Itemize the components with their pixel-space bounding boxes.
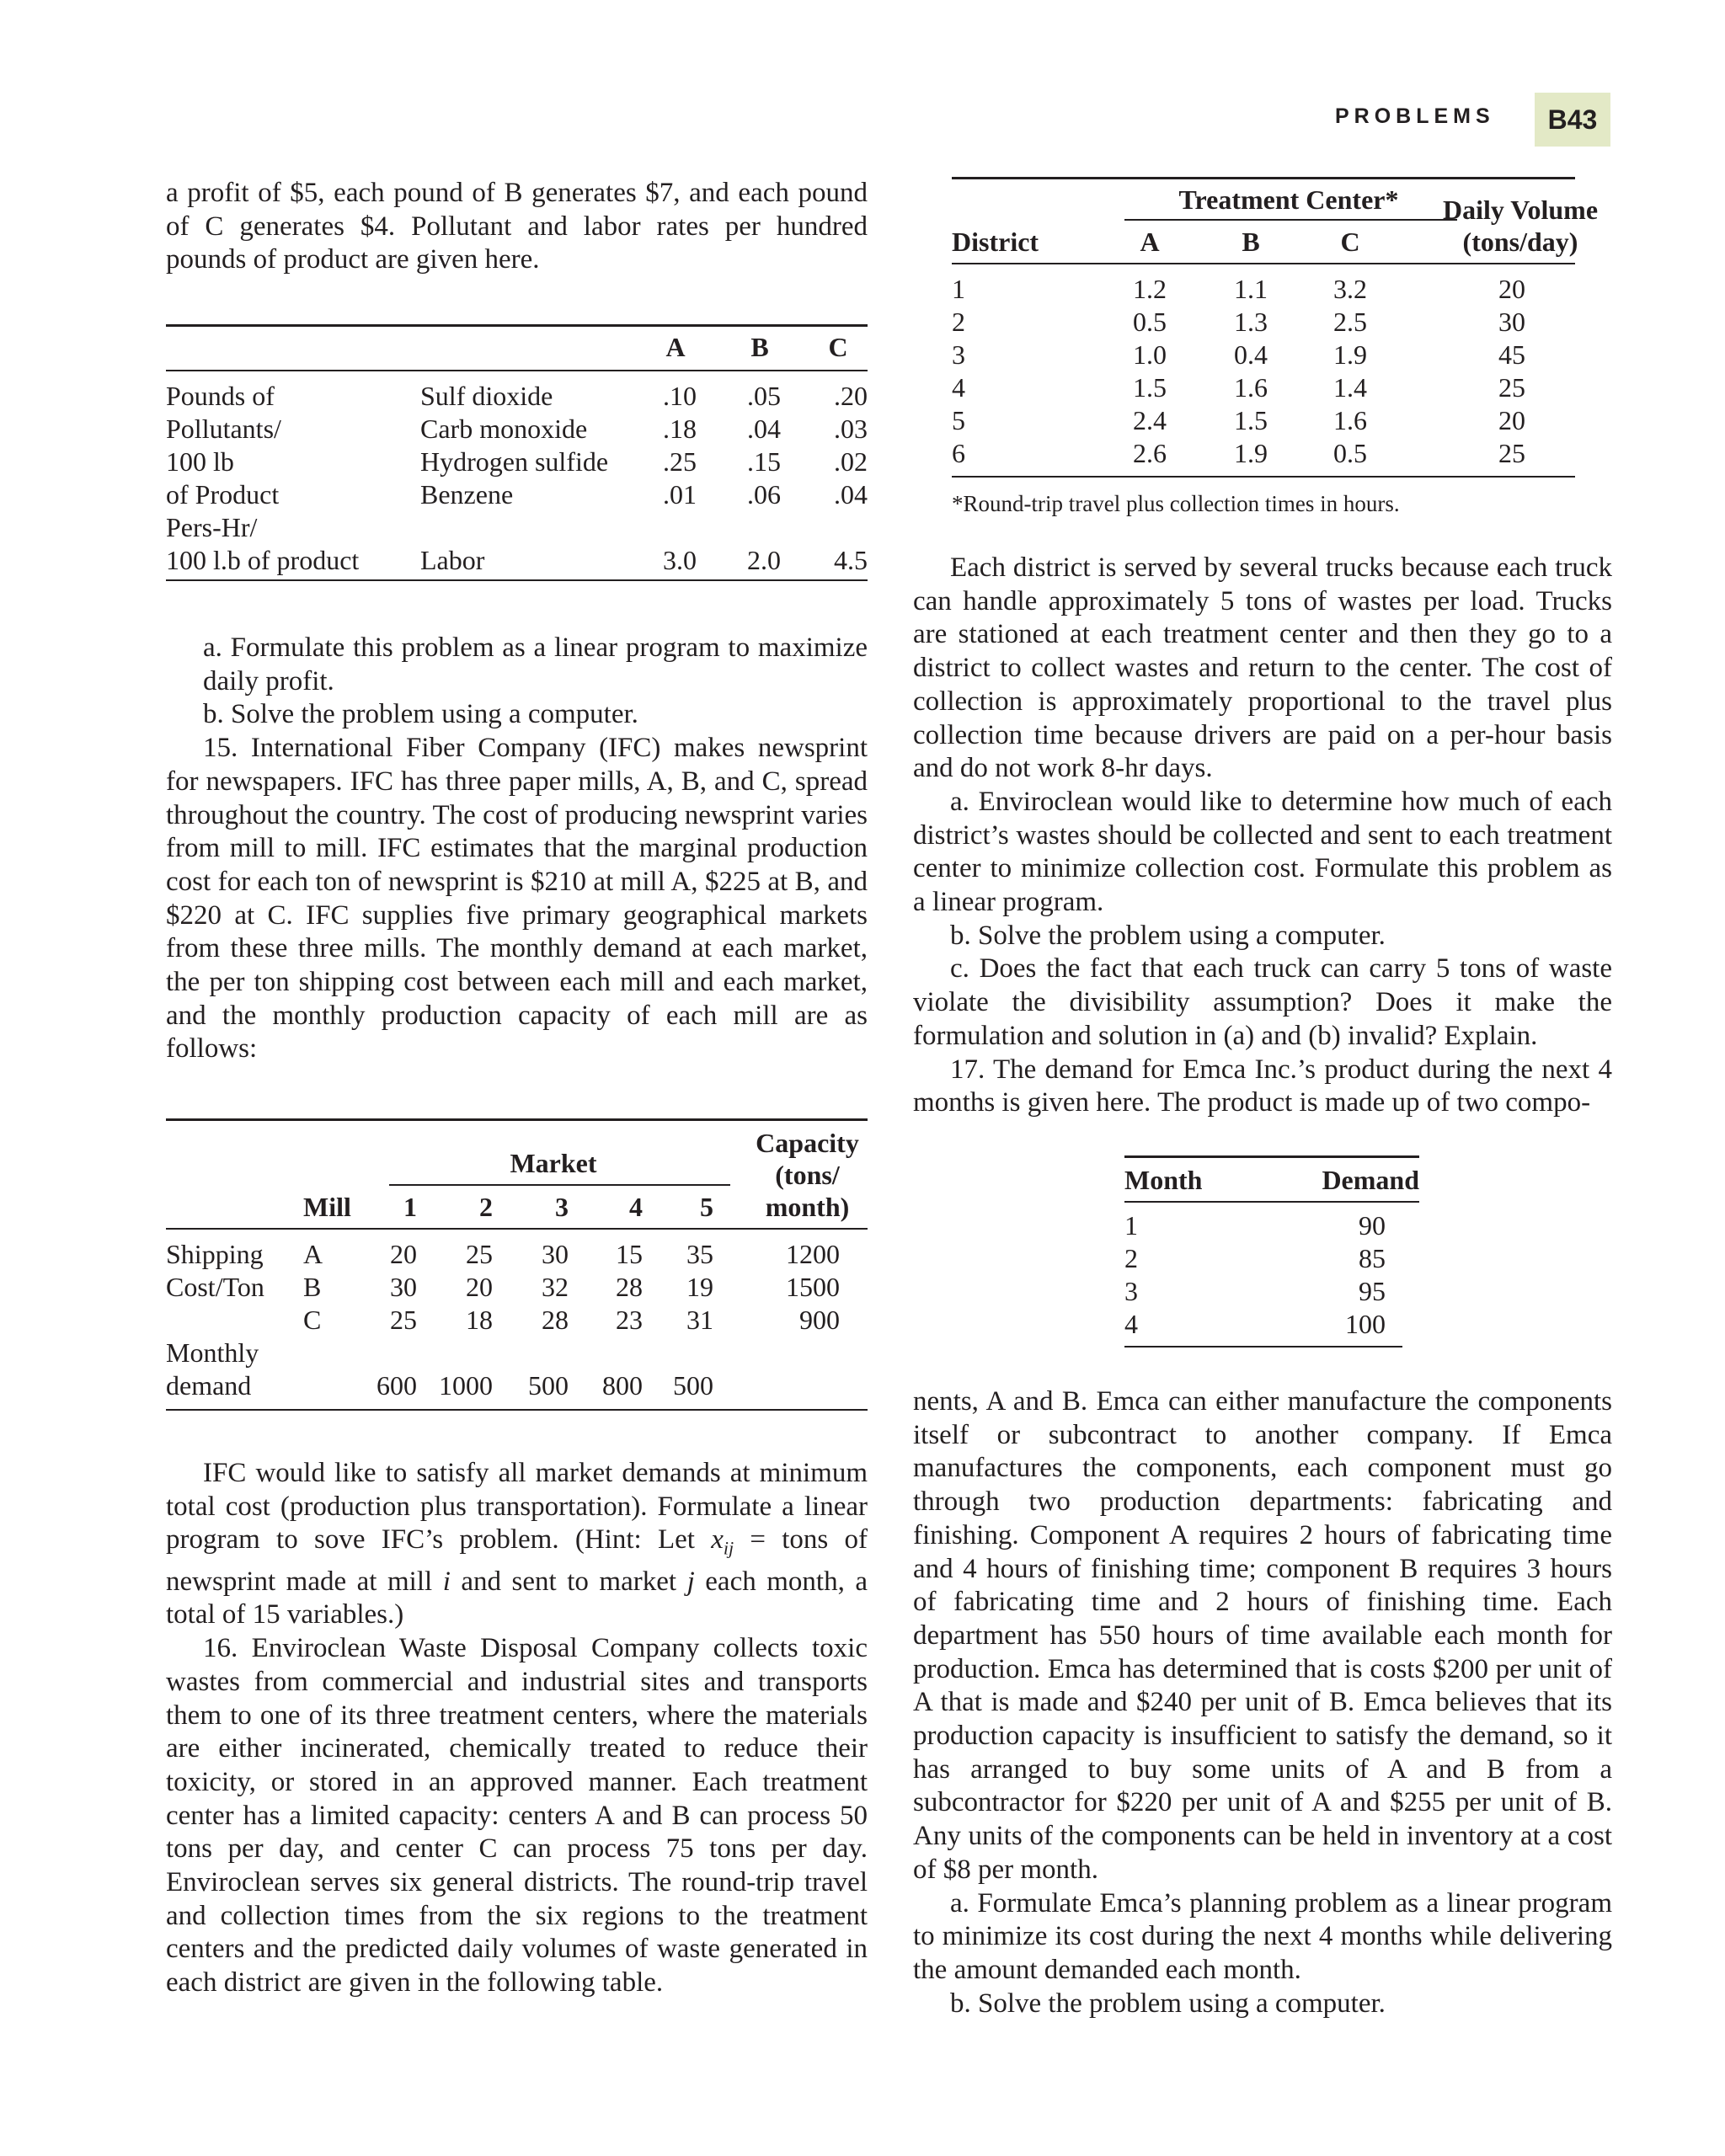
table-row-label: Labor <box>420 545 485 575</box>
district-cell: 1 <box>952 274 965 304</box>
table-cell: 1.6 <box>1333 405 1367 435</box>
district-cell: 3 <box>952 339 965 370</box>
volume-cell: 25 <box>1498 438 1525 468</box>
item-a: a. Formulate this problem as a linear program to maximize daily profit. <box>203 632 868 696</box>
row-group-label: of Product <box>166 479 280 510</box>
row-group-label: Cost/Ton <box>166 1272 264 1302</box>
table-row-label: Benzene <box>420 479 514 510</box>
capacity-cell: 1500 <box>786 1272 840 1302</box>
table-cell: 28 <box>616 1272 643 1302</box>
demand-cell: 90 <box>1359 1210 1386 1241</box>
demand-cell: 100 <box>1345 1309 1386 1339</box>
problem-15-text: 15. International Fiber Company (IFC) makes newsprint for newspapers. IFC has three paper mills, A, B, and C, spread throughout the country. The cost of producing newsprint varies from mill to mill. IFC estimates that the marginal production cost for each ton of newsprint is $210 at mill A, $225 at B, and $220 at C. IFC supplies five primary geographical markets from these three mills. The monthly demand at each market, the per ton shipping cost between each mill and each market, and the monthly production capacity of each mill are as follows: <box>166 733 868 1065</box>
problem-17-text: 17. The demand for Emca Inc.’s product during the next 4 months is given here. The product is made up of two compo- <box>913 1054 1612 1118</box>
volume-header: (tons/day) <box>1462 227 1578 257</box>
problem-17-block <box>913 1385 1612 2020</box>
table-cell: 30 <box>542 1239 569 1269</box>
capacity-header: (tons/ <box>775 1160 840 1190</box>
volume-header: Daily Volume <box>1442 195 1599 225</box>
intro-text: a profit of $5, each pound of B generates $7, and each pound of C generates $4. Pollutant and labor rates per hundred pounds of product are given here. <box>166 178 868 275</box>
row-group-label: demand <box>166 1370 252 1401</box>
center-column-header: C <box>1340 227 1360 257</box>
table-cell: 20 <box>390 1239 417 1269</box>
capacity-header: Capacity <box>756 1128 859 1158</box>
table-cell: 2.0 <box>747 545 781 575</box>
variable-i: i <box>442 1566 451 1597</box>
demand-cell: 1000 <box>439 1370 493 1401</box>
hint-text: = tons of newsprint made at mill <box>166 1524 868 1597</box>
capacity-header: month) <box>765 1192 850 1222</box>
row-group-label: 100 lb <box>166 446 234 477</box>
table-footnote: *Round-trip travel plus collection times in hours. <box>952 491 1400 516</box>
table-cell: .01 <box>663 479 697 510</box>
table-cell: .05 <box>747 381 781 411</box>
table-cell: 1.6 <box>1234 372 1268 403</box>
hint-text: and sent to market <box>450 1566 687 1597</box>
mill-label: C <box>303 1305 322 1335</box>
table-cell: 18 <box>466 1305 493 1335</box>
problem-16-block <box>166 1457 868 2000</box>
table-cell: .10 <box>663 381 697 411</box>
table-cell: .02 <box>834 446 868 477</box>
capacity-cell: 900 <box>799 1305 840 1335</box>
table-rule <box>166 1118 868 1121</box>
market-header: Market <box>510 1148 597 1178</box>
treatment-header: Treatment Center* <box>1178 184 1399 215</box>
table-rule <box>166 324 868 327</box>
volume-cell: 25 <box>1498 372 1525 403</box>
table-cell: 19 <box>686 1272 713 1302</box>
month-header: Month <box>1124 1165 1203 1195</box>
table-cell: 2.4 <box>1133 405 1167 435</box>
demand-cell: 95 <box>1359 1276 1386 1306</box>
problem-15-block <box>166 632 868 1066</box>
intro-paragraph <box>166 177 868 277</box>
table-rule <box>1124 1346 1402 1348</box>
table-cell: 1.4 <box>1333 372 1367 403</box>
problem-15-hint <box>166 1457 868 1632</box>
hint-text: each month, a total of 15 variables.) <box>166 1566 868 1630</box>
column-header: C <box>828 332 848 362</box>
mill-header: Mill <box>303 1192 351 1222</box>
table-cell: 30 <box>390 1272 417 1302</box>
table-cell: 3.2 <box>1333 274 1367 304</box>
table-cell: 0.5 <box>1333 438 1367 468</box>
table-cell: 31 <box>686 1305 713 1335</box>
hint-text: IFC would like to satisfy all market demands at minimum total cost (production plus transportation). Formulate a linear program to sove IFC’s problem. (Hint: Let <box>166 1458 868 1556</box>
pollutant-table <box>166 324 868 585</box>
item-b: b. Solve the problem using a computer. <box>950 920 1386 951</box>
center-column-header: A <box>1140 227 1160 257</box>
table-rule <box>952 177 1575 179</box>
table-cell: 0.4 <box>1234 339 1268 370</box>
variable-j: j <box>686 1566 695 1597</box>
table-rule <box>1124 1201 1419 1203</box>
demand-cell: 800 <box>602 1370 643 1401</box>
table-cell: 20 <box>466 1272 493 1302</box>
table-rule <box>166 1228 868 1230</box>
problem-16-text-cont: Each district is served by several trucks because each truck can handle approximately 5 tons of wastes per load. Trucks are stationed at each treatment center and then they go to a district to collect wastes and return to the center. The cost of collection is approximately proportional to the travel plus collection time because drivers are paid on a per-hour basis and do not work 8-hr days. <box>913 552 1612 784</box>
table-cell: 1.5 <box>1133 372 1167 403</box>
volume-cell: 20 <box>1498 274 1525 304</box>
table-rule <box>952 263 1575 264</box>
month-cell: 4 <box>1124 1309 1138 1339</box>
table-cell: .20 <box>834 381 868 411</box>
volume-cell: 45 <box>1498 339 1525 370</box>
mill-label: B <box>303 1272 322 1302</box>
district-header: District <box>952 227 1039 257</box>
table-cell: .03 <box>834 414 868 444</box>
item-c: c. Does the fact that each truck can carry 5 tons of waste violate the divisibility assumption? Does it make the formulation and solution in (a) and (b) invalid? Explain. <box>913 953 1612 1051</box>
page-number: B43 <box>1535 93 1610 147</box>
month-cell: 2 <box>1124 1243 1138 1273</box>
problem-16-text: 16. Enviroclean Waste Disposal Company collects toxic wastes from commercial and industrial sites and transports them to one of its three treatment centers, where the materials are either incinerated, chemically treated to reduce their toxicity, or stored in an approved manner. Each treatment center has a limited capacity: centers A and B can process 50 tons per day, and center C can process 75 tons per day. Enviroclean serves six general districts. The round-trip travel and collection times from the six regions to the treatment centers and the predicted daily volumes of waste generated in each district are given in the following table. <box>166 1633 868 1999</box>
demand-cell: 600 <box>377 1370 417 1401</box>
table-cell: .06 <box>747 479 781 510</box>
row-group-label: 100 l.b of product <box>166 545 360 575</box>
volume-cell: 20 <box>1498 405 1525 435</box>
table-cell: 1.2 <box>1133 274 1167 304</box>
market-column-header: 3 <box>555 1192 569 1222</box>
table-cell: 1.9 <box>1234 438 1268 468</box>
item-a: a. Formulate Emca’s planning problem as a linear program to minimize its cost during the next 4 months while delivering the amount demanded each month. <box>913 1887 1612 1985</box>
variable-x: x <box>711 1524 724 1556</box>
table-row-label: Carb monoxide <box>420 414 588 444</box>
demand-cell: 85 <box>1359 1243 1386 1273</box>
center-column-header: B <box>1242 227 1260 257</box>
table-cell: 3.0 <box>663 545 697 575</box>
table-cell: 25 <box>466 1239 493 1269</box>
treatment-table <box>952 177 1599 514</box>
table-cell: .18 <box>663 414 697 444</box>
table-rule <box>166 370 868 371</box>
demand-header: Demand <box>1322 1165 1419 1195</box>
market-column-header: 2 <box>479 1192 493 1222</box>
market-column-header: 5 <box>700 1192 713 1222</box>
table-row-label: Hydrogen sulfide <box>420 446 609 477</box>
market-column-header: 1 <box>403 1192 417 1222</box>
month-cell: 1 <box>1124 1210 1138 1241</box>
month-cell: 3 <box>1124 1276 1138 1306</box>
table-row-label: Sulf dioxide <box>420 381 553 411</box>
table-cell: 2.5 <box>1333 307 1367 337</box>
table-cell: 2.6 <box>1133 438 1167 468</box>
mill-label: A <box>303 1239 323 1269</box>
table-cell: 28 <box>542 1305 569 1335</box>
table-rule <box>952 476 1575 478</box>
table-cell: 0.5 <box>1133 307 1167 337</box>
demand-cell: 500 <box>528 1370 569 1401</box>
table-rule <box>1124 1155 1419 1158</box>
table-cell: 1.0 <box>1133 339 1167 370</box>
problem-17-text-cont: nents, A and B. Emca can either manufacture the components itself or subcontract to another company. If Emca manufactures the components, each component must go through two production departments: fabricating and finishing. Component A requires 2 hours of fabricating time and 4 hours of finishing time; component B requires 3 hours of fabricating time and 2 hours of finishing time. Each department has 550 hours of time available each month for production. Emca has determined that is costs $200 per unit of A that is made and $240 per unit of B. Emca believes that its production capacity is insufficient to satisfy the demand, so it has arranged to buy some units of A and B from a subcontractor for $220 per unit of A and $255 per unit of B. Any units of the components can be held in inventory at a cost of $8 per month. <box>913 1386 1612 1885</box>
table-rule <box>166 579 868 581</box>
shipping-table <box>166 1118 868 1422</box>
table-cell: 4.5 <box>834 545 868 575</box>
demand-cell: 500 <box>673 1370 713 1401</box>
table-cell: 1.5 <box>1234 405 1268 435</box>
table-rule <box>389 1184 730 1186</box>
running-header: PROBLEMS <box>1335 104 1495 128</box>
table-cell: 1.1 <box>1234 274 1268 304</box>
table-cell: 1.9 <box>1333 339 1367 370</box>
item-b: b. Solve the problem using a computer. <box>950 1988 1386 2019</box>
table-cell: .25 <box>663 446 697 477</box>
row-group-label: Pounds of <box>166 381 275 411</box>
district-cell: 2 <box>952 307 965 337</box>
table-rule <box>166 1409 868 1411</box>
demand-table <box>1124 1155 1419 1349</box>
volume-cell: 30 <box>1498 307 1525 337</box>
table-cell: 35 <box>686 1239 713 1269</box>
district-cell: 4 <box>952 372 965 403</box>
table-cell: .04 <box>747 414 781 444</box>
column-header: A <box>665 332 686 362</box>
table-cell: .15 <box>747 446 781 477</box>
district-cell: 6 <box>952 438 965 468</box>
table-cell: 1.3 <box>1234 307 1268 337</box>
variable-subscript: ij <box>723 1538 734 1559</box>
row-group-label: Pollutants/ <box>166 414 281 444</box>
item-b: b. Solve the problem using a computer. <box>203 699 638 730</box>
problem-16-continued <box>913 552 1612 1120</box>
capacity-cell: 1200 <box>786 1239 840 1269</box>
row-group-label: Monthly <box>166 1337 259 1368</box>
column-header: B <box>750 332 769 362</box>
market-column-header: 4 <box>629 1192 643 1222</box>
table-cell: 25 <box>390 1305 417 1335</box>
row-group-label: Pers-Hr/ <box>166 512 258 542</box>
item-a: a. Enviroclean would like to determine how much of each district’s wastes should be collected and sent to each treatment center to minimize collection cost. Formulate this problem as a linear program. <box>913 786 1612 918</box>
table-cell: 32 <box>542 1272 569 1302</box>
district-cell: 5 <box>952 405 965 435</box>
table-cell: 15 <box>616 1239 643 1269</box>
row-group-label: Shipping <box>166 1239 264 1269</box>
table-cell: .04 <box>834 479 868 510</box>
table-cell: 23 <box>616 1305 643 1335</box>
